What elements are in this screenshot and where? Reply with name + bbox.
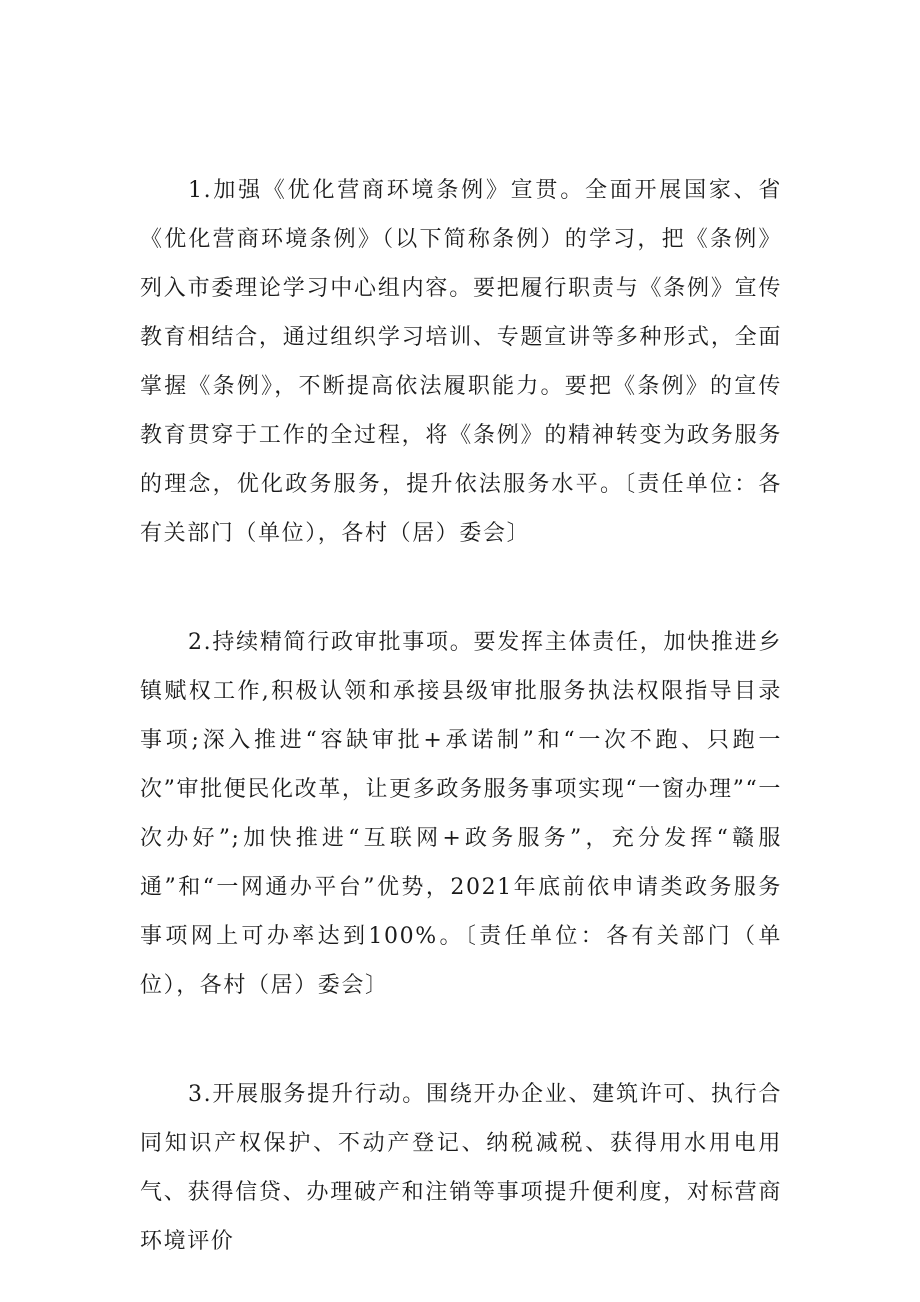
paragraph-3: 3.开展服务提升行动。围绕开办企业、建筑许可、执行合同知识产权保护、不动产登记、纳税减税、获得用水用电用气、获得信贷、办理破产和注销等事项提升便利度，对标营商环境评价: [140, 1082, 782, 1254]
paragraph-1: 1.加强《优化营商环境条例》宣贯。全面开展国家、省《优化营商环境条例》（以下简称条例）的学习，把《条例》列入市委理论学习中心组内容。要把履行职责与《条例》宣传教育相结合，通过组织学习培训、专题宣讲等多种形式，全面掌握《条例》，不断提高依法履职能力。要把《条例》的宣传教育贯穿于工作的全过程，将《条例》的精神转变为政务服务的理念，优化政务服务，提升依法服务水平。〔责任单位：各有关部门（单位），各村（居）委会〕: [140, 178, 782, 546]
document-body: [140, 166, 782, 1266]
paragraph-2: 2.持续精简行政审批事项。要发挥主体责任，加快推进乡镇赋权工作,积极认领和承接县级审批服务执法权限指导目录事项;深入推进“容缺审批+承诺制”和“一次不跑、只跑一次”审批便民化改革，让更多政务服务事项实现“一窗办理”“一次办好”;加快推进“互联网+政务服务”，充分发挥“赣服通”和“一网通办平台”优势，2021年底前依申请类政务服务事项网上可办率达到100%。〔责任单位：各有关部门（单位），各村（居）委会〕: [140, 630, 782, 998]
